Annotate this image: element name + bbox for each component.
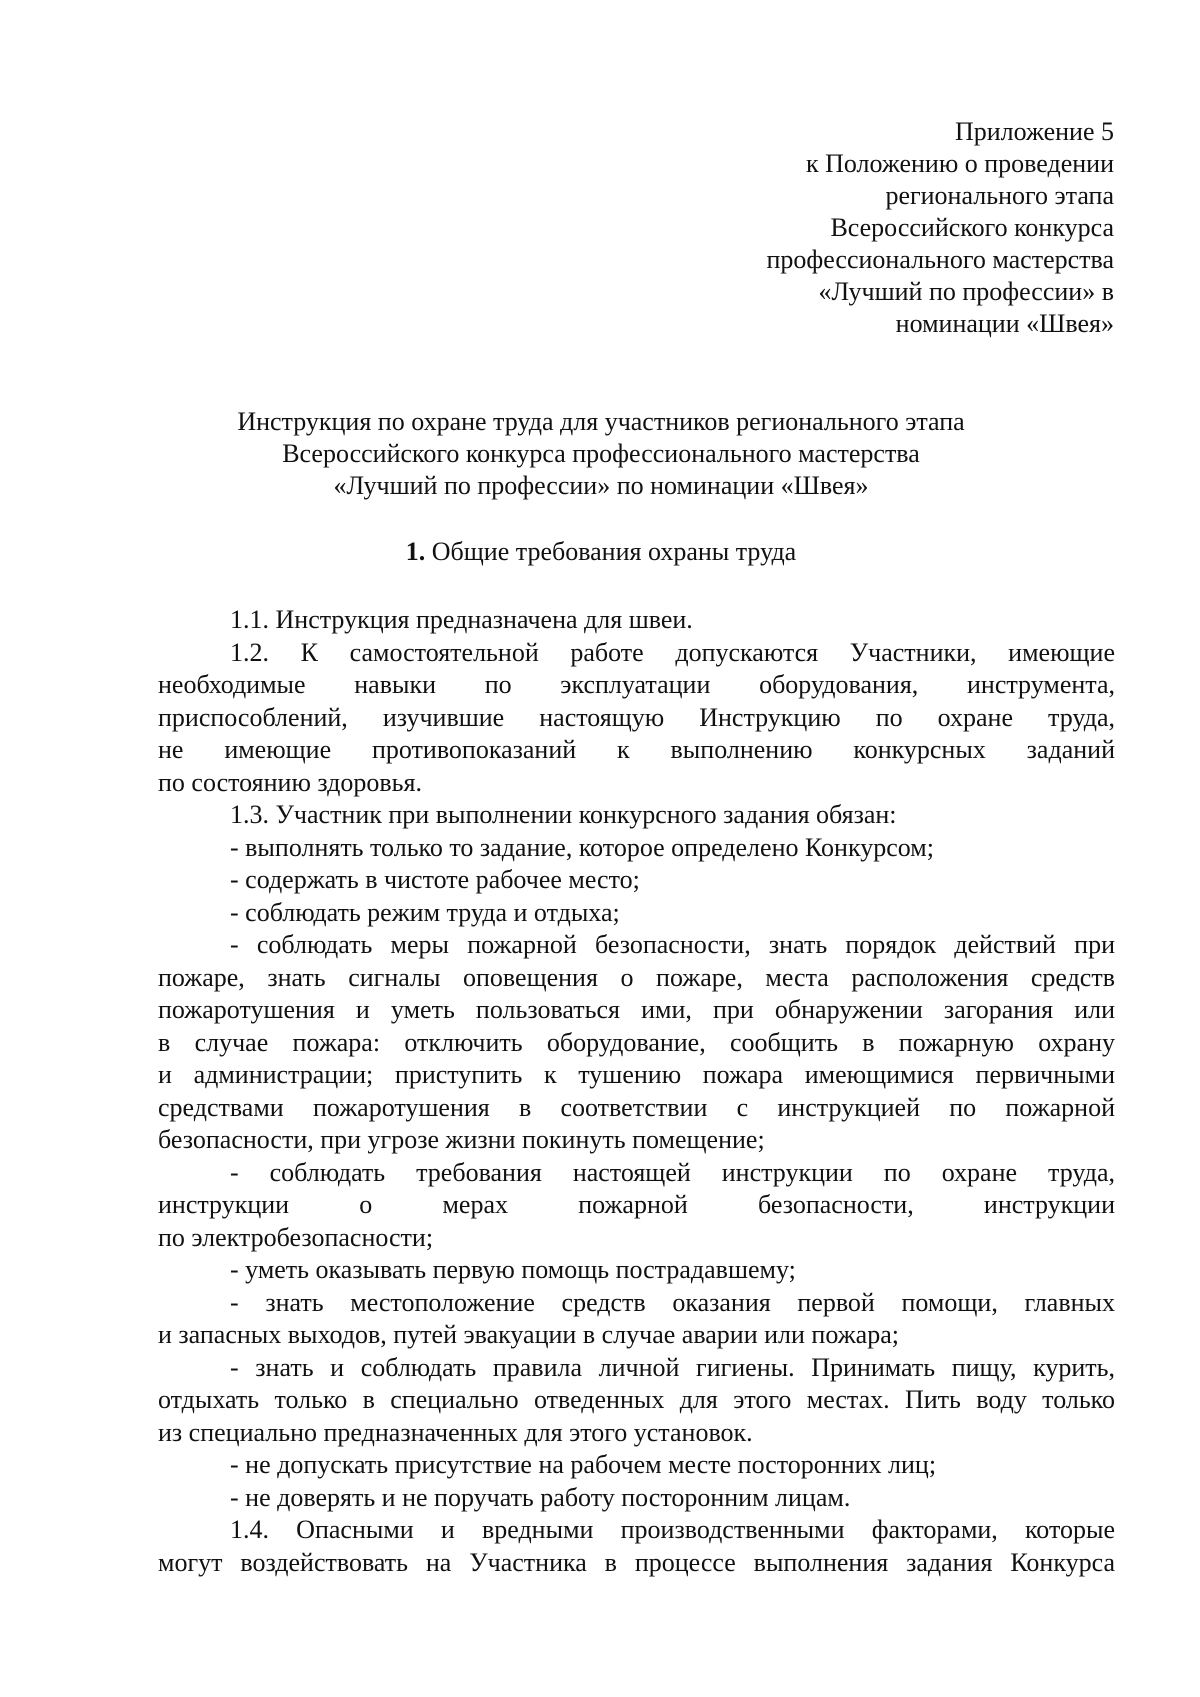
body-line: - знать и соблюдать правила личной гигиены. Принимать пищу, курить, [230, 1352, 1115, 1382]
body-line: и администрации; приступить к тушению пожара имеющимися первичными [158, 1060, 1115, 1089]
body-line: в случае пожара: отключить оборудование, сообщить в пожарную охрану [158, 1027, 1115, 1057]
body-line: - не доверять и не поручать работу посторонним лицам. [230, 1482, 851, 1512]
body-line: 1.3. Участник при выполнении конкурсного задания обязан: [230, 800, 897, 829]
body-line: по электробезопасности; [158, 1222, 434, 1252]
body-line: отдыхать только в специально отведенных для этого местах. Пить воду только [158, 1385, 1115, 1414]
body-line: из специально предназначенных для этого установок. [158, 1417, 753, 1447]
body-line: необходимые навыки по эксплуатации оборудования, инструмента, [158, 670, 1115, 699]
body-line: - уметь оказывать первую помощь пострадавшему; [230, 1255, 796, 1284]
section-number: 1. [405, 537, 426, 566]
body-line: - соблюдать меры пожарной безопасности, знать порядок действий при [230, 930, 1115, 959]
body-line: - знать местоположение средств оказания первой помощи, главных [230, 1287, 1115, 1317]
body-line: пожаротушения и уметь пользоваться ими, при обнаружении загорания или [158, 995, 1115, 1024]
body-line: приспособлений, изучившие настоящую Инструкцию по охране труда, [158, 702, 1115, 732]
title-line: Всероссийского конкурса профессионального мастерства [282, 439, 920, 468]
body-line: по состоянию здоровья. [158, 767, 422, 797]
appendix-line: регионального этапа [885, 181, 1114, 210]
body-line: - соблюдать режим труда и отдыха; [230, 897, 620, 927]
body-line: могут воздействовать на Участника в процессе выполнения задания Конкурса [158, 1547, 1115, 1577]
body-line: - содержать в чистоте рабочее место; [230, 865, 640, 894]
section-heading [158, 536, 1044, 568]
body-line: не имеющие противопоказаний к выполнению конкурсных заданий [158, 735, 1115, 764]
body-line: пожаре, знать сигналы оповещения о пожаре, места расположения средств [158, 962, 1115, 992]
body-line: инструкции о мерах пожарной безопасности, инструкции [158, 1190, 1115, 1219]
appendix-block [514, 116, 1114, 340]
body-line: средствами пожаротушения в соответствии с инструкцией по пожарной [158, 1092, 1115, 1122]
body-line: и запасных выходов, путей эвакуации в случае аварии или пожара; [158, 1320, 899, 1349]
appendix-line: Всероссийского конкурса [830, 213, 1114, 242]
body-line: - выполнять только то задание, которое определено Конкурсом; [230, 832, 934, 862]
appendix-line: Приложение 5 [954, 117, 1114, 146]
appendix-line: «Лучший по профессии» в [818, 277, 1114, 306]
body-line: - соблюдать требования настоящей инструкции по охране труда, [230, 1157, 1115, 1187]
document-title [158, 406, 1044, 502]
title-line: Инструкция по охране труда для участников регионального этапа [237, 407, 965, 436]
body-line: 1.2. К самостоятельной работе допускаются Участники, имеющие [230, 637, 1115, 667]
appendix-line: профессионального мастерства [766, 245, 1114, 274]
appendix-line: номинации «Швея» [895, 309, 1114, 338]
section-heading-text: Общие требования охраны труда [431, 537, 797, 566]
appendix-line: к Положению о проведении [805, 149, 1114, 178]
body-line: безопасности, при угрозе жизни покинуть помещение; [158, 1125, 765, 1154]
body-text [158, 604, 1115, 1579]
body-line: 1.4. Опасными и вредными производственными факторами, которые [230, 1515, 1115, 1544]
body-line: 1.1. Инструкция предназначена для швеи. [230, 605, 693, 634]
title-line: «Лучший по профессии» по номинации «Швея» [333, 471, 869, 500]
body-line: - не допускать присутствие на рабочем месте посторонних лиц; [230, 1450, 937, 1479]
